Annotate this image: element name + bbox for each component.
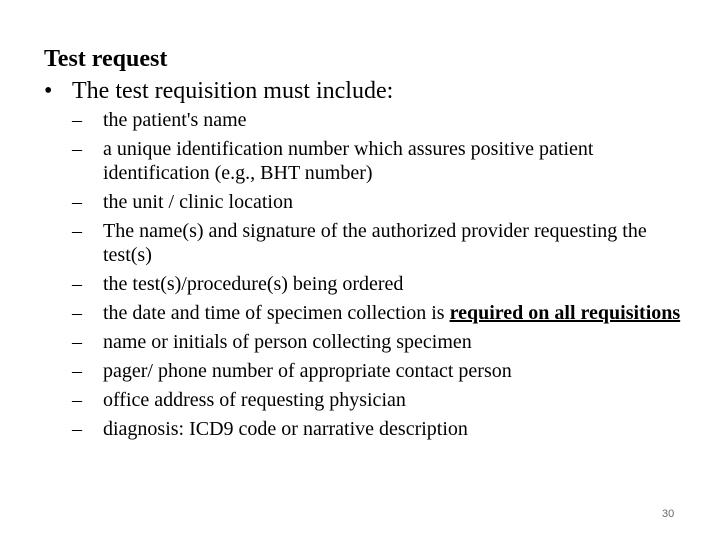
dash-marker: – — [72, 138, 82, 160]
dash-marker: – — [72, 389, 82, 411]
requirement-list — [72, 108, 682, 446]
dash-marker: – — [72, 302, 82, 324]
dash-marker: – — [72, 418, 82, 440]
dash-marker: – — [72, 273, 82, 295]
list-item-text: a unique identification number which assures positive patient identification (e.g., BHT number) — [103, 138, 594, 184]
page-number: 30 — [662, 508, 675, 520]
list-item-text: diagnosis: ICD9 code or narrative description — [103, 418, 468, 440]
list-item — [72, 108, 682, 132]
list-item-text: the patient's name — [103, 109, 247, 131]
dash-marker: – — [72, 331, 82, 353]
dash-marker: – — [72, 109, 82, 131]
list-item-text: the unit / clinic location — [103, 191, 293, 213]
list-item-text: The name(s) and signature of the authorized provider requesting the test(s) — [103, 220, 647, 266]
dash-marker: – — [72, 191, 82, 213]
date-item-prefix: the date and time of specimen collection is — [103, 302, 450, 324]
list-item — [72, 272, 682, 296]
list-item-date-time — [72, 301, 682, 325]
list-item-text: pager/ phone number of appropriate contact person — [103, 360, 512, 382]
list-item-text — [103, 301, 682, 325]
list-item — [72, 137, 682, 185]
list-item — [72, 190, 682, 214]
list-item-text: the test(s)/procedure(s) being ordered — [103, 273, 404, 295]
bullet-marker: • — [44, 78, 53, 104]
main-bullet-text: The test requisition must include: — [72, 78, 394, 104]
list-item — [72, 359, 682, 383]
dash-marker: – — [72, 360, 82, 382]
list-item — [72, 330, 682, 354]
list-item — [72, 219, 682, 267]
list-item-text: name or initials of person collecting specimen — [103, 331, 472, 353]
list-item-text: office address of requesting physician — [103, 389, 406, 411]
main-bullet — [44, 77, 393, 105]
list-item — [72, 388, 682, 412]
dash-marker: – — [72, 220, 82, 242]
list-item — [72, 417, 682, 441]
slide-title: Test request — [44, 46, 168, 72]
required-emphasis: required on all requisitions — [449, 302, 681, 324]
